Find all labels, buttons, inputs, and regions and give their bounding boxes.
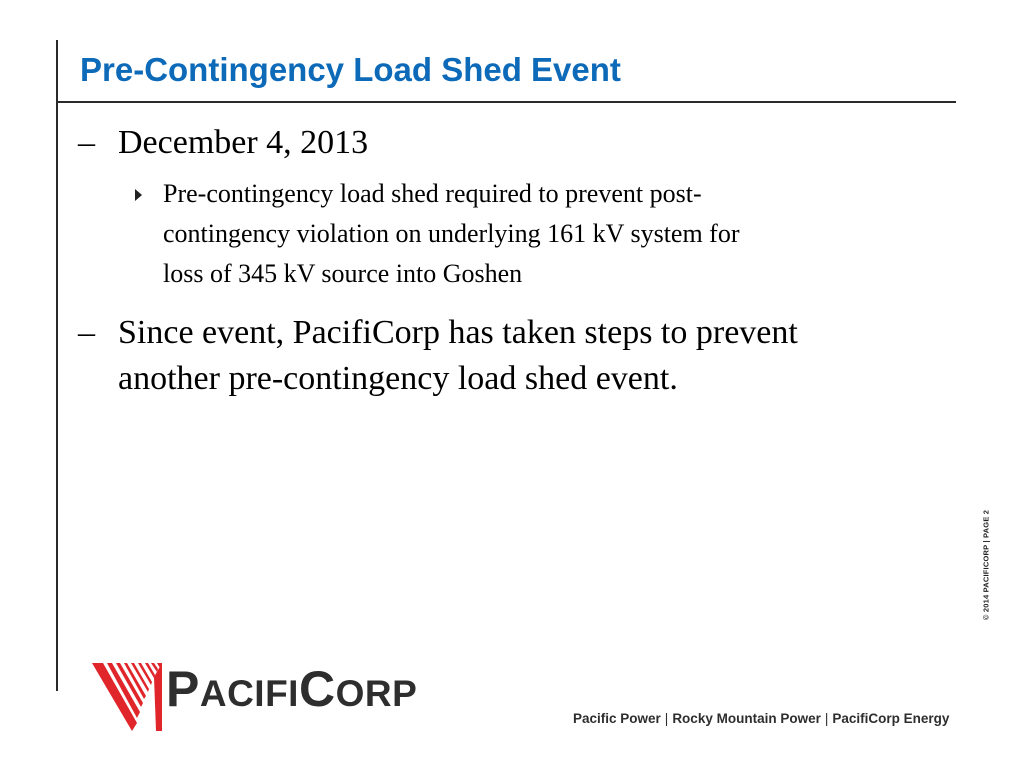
sub-bullet-line: Pre-contingency load shed required to prevent post- [163, 179, 702, 208]
dash-marker: – [78, 124, 95, 161]
brand-pacificorp-energy: PacifiCorp Energy [832, 711, 950, 726]
bullet-since-event [78, 310, 938, 410]
brand-separator: | [824, 711, 829, 726]
pacificorp-logo-mark [92, 663, 162, 731]
bullet-text: December 4, 2013 [118, 124, 369, 161]
sub-bullet-detail [135, 174, 935, 294]
title-underline [56, 101, 956, 103]
brand-line [573, 711, 949, 726]
dash-marker: – [78, 314, 95, 351]
triangle-right-icon [135, 189, 142, 201]
vertical-rule [56, 40, 58, 691]
brand-separator: | [664, 711, 669, 726]
brand-rocky-mountain-power: Rocky Mountain Power [672, 711, 821, 726]
sub-bullet-line: contingency violation on underlying 161 kV system for [163, 219, 740, 248]
brand-pacific-power: Pacific Power [573, 711, 661, 726]
copyright-page-number: © 2014 PACIFICORP | PAGE 2 [981, 509, 991, 621]
bullet-line: another pre-contingency load shed event. [118, 360, 678, 397]
bullet-line: Since event, PacifiCorp has taken steps to prevent [118, 314, 798, 351]
pacificorp-wordmark: PACIFICORP [166, 661, 418, 717]
page-title: Pre-Contingency Load Shed Event [80, 51, 621, 88]
bullet-text [118, 310, 938, 402]
sub-bullet-line: loss of 345 kV source into Goshen [163, 259, 523, 288]
sub-bullet-text [163, 174, 933, 294]
logo-stripes [92, 663, 162, 731]
